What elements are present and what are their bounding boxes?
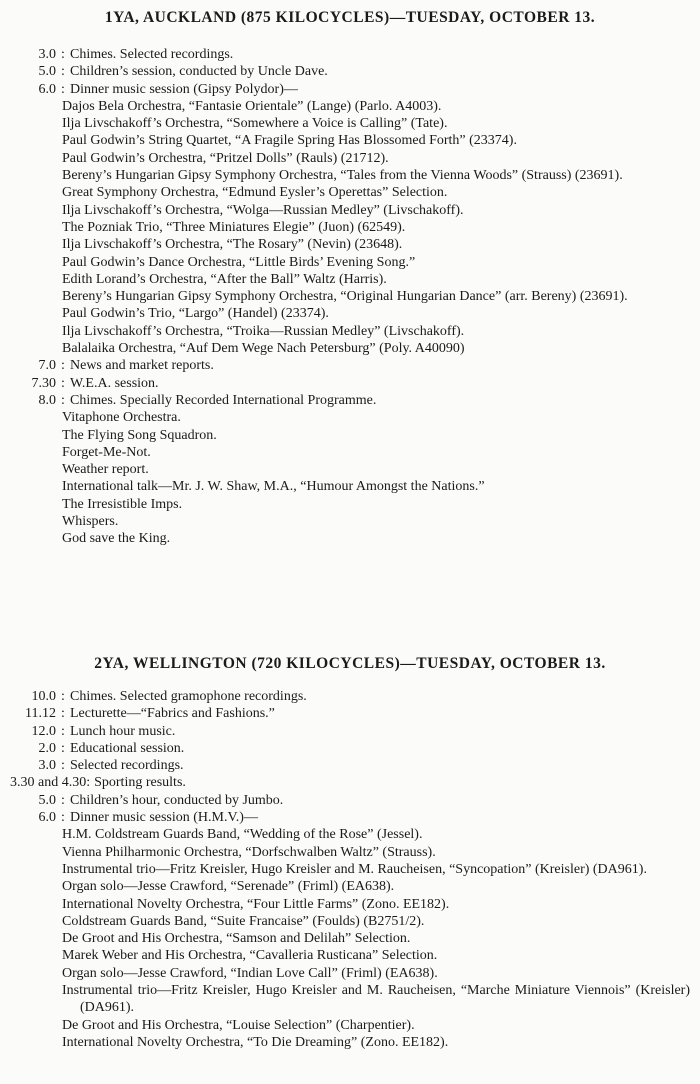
recording-item: Great Symphony Orchestra, “Edmund Eysler’s Operettas” Selection. bbox=[62, 185, 448, 201]
schedule-time: 11.12 bbox=[25, 706, 56, 722]
programme-list-1ya bbox=[0, 46, 700, 548]
section-heading-2ya: 2YA, WELLINGTON (720 KILOCYCLES)—TUESDAY, OCTOBER 13. bbox=[94, 655, 606, 672]
schedule-entry bbox=[0, 774, 700, 791]
schedule-time: 7.0 bbox=[38, 358, 56, 374]
recording-item: De Groot and His Orchestra, “Louise Selection” (Charpentier). bbox=[62, 1017, 415, 1033]
schedule-text: W.E.A. session. bbox=[70, 375, 159, 391]
schedule-entry bbox=[0, 740, 700, 757]
recording-list bbox=[0, 826, 700, 1051]
recording-item: Paul Godwin’s Orchestra, “Pritzel Dolls” (Rauls) (21712). bbox=[62, 150, 389, 166]
schedule-text: News and market reports. bbox=[70, 358, 214, 374]
schedule-entry bbox=[0, 392, 700, 409]
schedule-time: 12.0 bbox=[31, 723, 56, 739]
recording-item: Marek Weber and His Orchestra, “Cavalleria Rusticana” Selection. bbox=[62, 948, 438, 964]
recording-item: Vitaphone Orchestra. bbox=[62, 410, 181, 426]
schedule-entry bbox=[0, 81, 700, 98]
schedule-text: Dinner music session (H.M.V.)— bbox=[70, 810, 258, 826]
schedule-text: Children’s session, conducted by Uncle Dave. bbox=[70, 64, 328, 80]
recording-item: Instrumental trio—Fritz Kreisler, Hugo Kreisler and M. Raucheisen, “Marche Miniature Viennois” (Kreisler) (DA961). bbox=[62, 983, 690, 1016]
schedule-entry bbox=[0, 46, 700, 63]
recording-item: Ilja Livschakoff’s Orchestra, “Somewhere a Voice is Calling” (Tate). bbox=[62, 116, 448, 132]
recording-item: International Novelty Orchestra, “Four Little Farms” (Zono. EE182). bbox=[62, 896, 450, 912]
schedule-time: 6.0 bbox=[38, 81, 56, 97]
programme-list-2ya bbox=[0, 688, 700, 1051]
time-separator: : bbox=[61, 47, 65, 62]
schedule-text: Dinner music session (Gipsy Polydor)— bbox=[70, 81, 298, 97]
schedule-time: 3.30 and 4.30: bbox=[10, 775, 91, 791]
recording-item: Ilja Livschakoff’s Orchestra, “Wolga—Russian Medley” (Livschakoff). bbox=[62, 202, 464, 218]
recording-item: God save the King. bbox=[62, 531, 171, 547]
schedule-time: 10.0 bbox=[31, 689, 56, 704]
recording-item: Balalaika Orchestra, “Auf Dem Wege Nach Petersburg” (Poly. A40090) bbox=[62, 341, 465, 357]
schedule-time: 5.0 bbox=[38, 792, 56, 808]
schedule-text: Chimes. Specially Recorded International Programme. bbox=[70, 392, 377, 408]
recording-item: Organ solo—Jesse Crawford, “Indian Love Call” (Friml) (EA638). bbox=[62, 965, 438, 981]
time-separator: : bbox=[61, 706, 65, 722]
schedule-time: 7.30 bbox=[31, 375, 56, 391]
recording-item: International Novelty Orchestra, “To Die Dreaming” (Zono. EE182). bbox=[62, 1034, 449, 1050]
time-separator: : bbox=[61, 64, 65, 80]
recording-item: The Irresistible Imps. bbox=[62, 496, 183, 512]
time-separator: : bbox=[61, 740, 65, 756]
recording-item: Edith Lorand’s Orchestra, “After the Ball” Waltz (Harris). bbox=[62, 271, 387, 287]
schedule-entry bbox=[0, 792, 700, 809]
time-separator: : bbox=[61, 81, 65, 97]
recording-item: Paul Godwin’s Trio, “Largo” (Handel) (23374). bbox=[62, 306, 329, 322]
schedule-entry bbox=[0, 688, 700, 705]
schedule-entry bbox=[0, 723, 700, 740]
schedule-text: Educational session. bbox=[70, 740, 185, 756]
schedule-time: 2.0 bbox=[38, 740, 56, 756]
schedule-time: 8.0 bbox=[38, 392, 56, 408]
schedule-time: 5.0 bbox=[38, 64, 56, 80]
schedule-entry bbox=[0, 357, 700, 374]
recording-item: Paul Godwin’s String Quartet, “A Fragile Spring Has Blossomed Forth” (23374). bbox=[62, 133, 517, 149]
time-separator: : bbox=[61, 758, 65, 774]
recording-item: Instrumental trio—Fritz Kreisler, Hugo Kreisler and M. Raucheisen, “Syncopation” (Kreisler) (DA961). bbox=[62, 861, 647, 877]
recording-list bbox=[0, 98, 700, 357]
schedule-time: 6.0 bbox=[38, 810, 56, 826]
schedule-time: 3.0 bbox=[38, 758, 56, 774]
schedule-entry bbox=[0, 375, 700, 392]
recording-item: Vienna Philharmonic Orchestra, “Dorfschwalben Waltz” (Strauss). bbox=[62, 844, 436, 860]
recording-item: Weather report. bbox=[62, 462, 149, 478]
schedule-entry bbox=[0, 63, 700, 80]
schedule-entry bbox=[0, 757, 700, 774]
section-heading-1ya: 1YA, AUCKLAND (875 KILOCYCLES)—TUESDAY, OCTOBER 13. bbox=[104, 9, 596, 26]
schedule-entry bbox=[0, 705, 700, 722]
recording-item: Coldstream Guards Band, “Suite Francaise” (Foulds) (B2751/2). bbox=[62, 913, 425, 929]
recording-item: Bereny’s Hungarian Gipsy Symphony Orchestra, “Tales from the Vienna Woods” (Strauss) (23691). bbox=[62, 168, 623, 184]
time-separator: : bbox=[61, 723, 65, 739]
time-separator: : bbox=[61, 792, 65, 808]
schedule-text: Chimes. Selected gramophone recordings. bbox=[70, 689, 307, 704]
schedule-text: Selected recordings. bbox=[70, 758, 184, 774]
recording-item: Bereny’s Hungarian Gipsy Symphony Orchestra, “Original Hungarian Dance” (arr. Bereny) (23691). bbox=[62, 289, 628, 305]
recording-item: Paul Godwin’s Dance Orchestra, “Little Birds’ Evening Song.” bbox=[62, 254, 416, 270]
schedule-text: Sporting results. bbox=[94, 775, 186, 791]
recording-item: Forget-Me-Not. bbox=[62, 444, 151, 460]
time-separator: : bbox=[61, 392, 65, 408]
recording-item: International talk—Mr. J. W. Shaw, M.A., “Humour Amongst the Nations.” bbox=[62, 479, 485, 495]
recording-item: H.M. Coldstream Guards Band, “Wedding of the Rose” (Jessel). bbox=[62, 827, 423, 843]
recording-item: De Groot and His Orchestra, “Samson and Delilah” Selection. bbox=[62, 931, 411, 947]
recording-item: Ilja Livschakoff’s Orchestra, “The Rosary” (Nevin) (23648). bbox=[62, 237, 403, 253]
schedule-time: 3.0 bbox=[38, 47, 56, 62]
schedule-text: Lunch hour music. bbox=[70, 723, 176, 739]
time-separator: : bbox=[61, 689, 65, 704]
time-separator: : bbox=[61, 810, 65, 826]
recording-list bbox=[0, 409, 700, 547]
schedule-text: Lecturette—“Fabrics and Fashions.” bbox=[70, 706, 275, 722]
recording-item: Whispers. bbox=[62, 514, 119, 530]
recording-item: Ilja Livschakoff’s Orchestra, “Troika—Russian Medley” (Livschakoff). bbox=[62, 323, 465, 339]
schedule-entry bbox=[0, 809, 700, 826]
schedule-text: Chimes. Selected recordings. bbox=[70, 47, 234, 62]
time-separator: : bbox=[61, 358, 65, 374]
recording-item: Organ solo—Jesse Crawford, “Serenade” (Friml) (EA638). bbox=[62, 879, 395, 895]
recording-item: The Flying Song Squadron. bbox=[62, 427, 217, 443]
recording-item: Dajos Bela Orchestra, “Fantasie Orientale” (Lange) (Parlo. A4003). bbox=[62, 98, 442, 114]
recording-item: The Pozniak Trio, “Three Miniatures Elegie” (Juon) (62549). bbox=[62, 219, 406, 235]
time-separator: : bbox=[61, 375, 65, 391]
schedule-text: Children’s hour, conducted by Jumbo. bbox=[70, 792, 284, 808]
